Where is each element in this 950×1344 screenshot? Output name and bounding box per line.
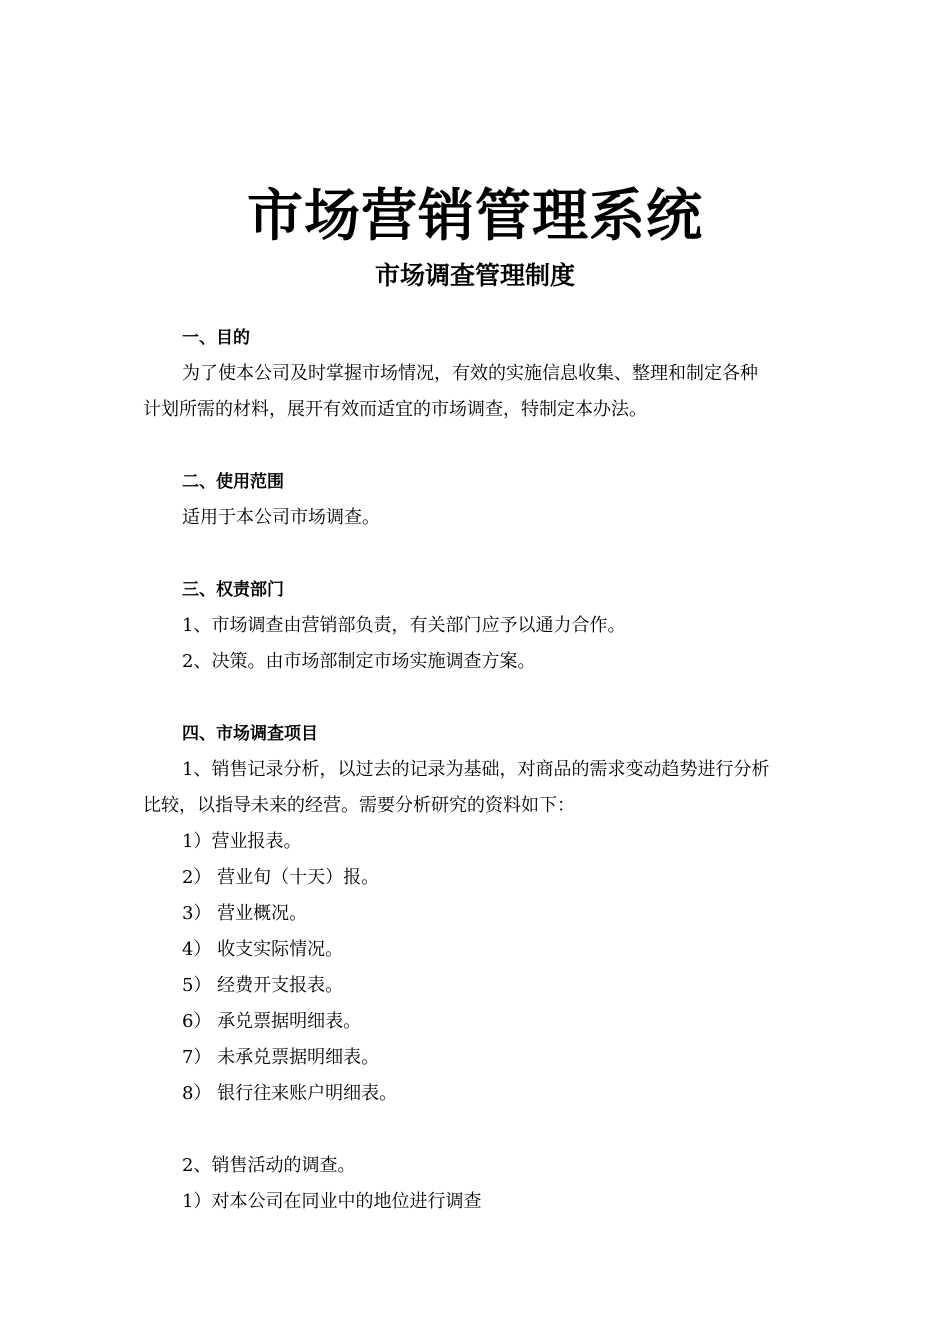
list-item: 1）对本公司在同业中的地位进行调查 xyxy=(182,1191,482,1212)
list-item: 2、销售活动的调查。 xyxy=(182,1155,356,1176)
document-title: 市场营销管理系统 xyxy=(247,183,703,249)
section-heading-departments: 三、权责部门 xyxy=(182,580,284,600)
list-item: 4） 收支实际情况。 xyxy=(182,939,344,960)
list-item: 1）营业报表。 xyxy=(182,831,302,852)
list-item: 3） 营业概况。 xyxy=(182,903,308,924)
list-item: 8） 银行往来账户明细表。 xyxy=(182,1083,398,1104)
paragraph-line: 适用于本公司市场调查。 xyxy=(182,507,380,528)
document-subtitle: 市场调查管理制度 xyxy=(374,261,575,290)
list-item: 1、市场调查由营销部负责，有关部门应予以通力合作。 xyxy=(182,615,626,636)
list-item: 6） 承兑票据明细表。 xyxy=(182,1011,362,1032)
paragraph-line: 为了使本公司及时掌握市场情况，有效的实施信息收集、整理和制定各种 xyxy=(182,363,758,384)
list-item: 5） 经费开支报表。 xyxy=(182,975,344,996)
section-heading-scope: 二、使用范围 xyxy=(182,472,284,492)
section-heading-survey-items: 四、市场调查项目 xyxy=(182,724,318,744)
paragraph-line: 1、销售记录分析，以过去的记录为基础，对商品的需求变动趋势进行分析 xyxy=(182,759,770,780)
list-item: 7） 未承兑票据明细表。 xyxy=(182,1047,380,1068)
paragraph-line: 比较，以指导未来的经营。需要分析研究的资料如下： xyxy=(143,795,575,816)
list-item: 2） 营业旬（十天）报。 xyxy=(182,867,380,888)
paragraph-line: 计划所需的材料，展开有效而适宜的市场调查，特制定本办法。 xyxy=(143,399,647,420)
section-heading-purpose: 一、目的 xyxy=(182,328,250,348)
list-item: 2、决策。由市场部制定市场实施调查方案。 xyxy=(182,651,536,672)
